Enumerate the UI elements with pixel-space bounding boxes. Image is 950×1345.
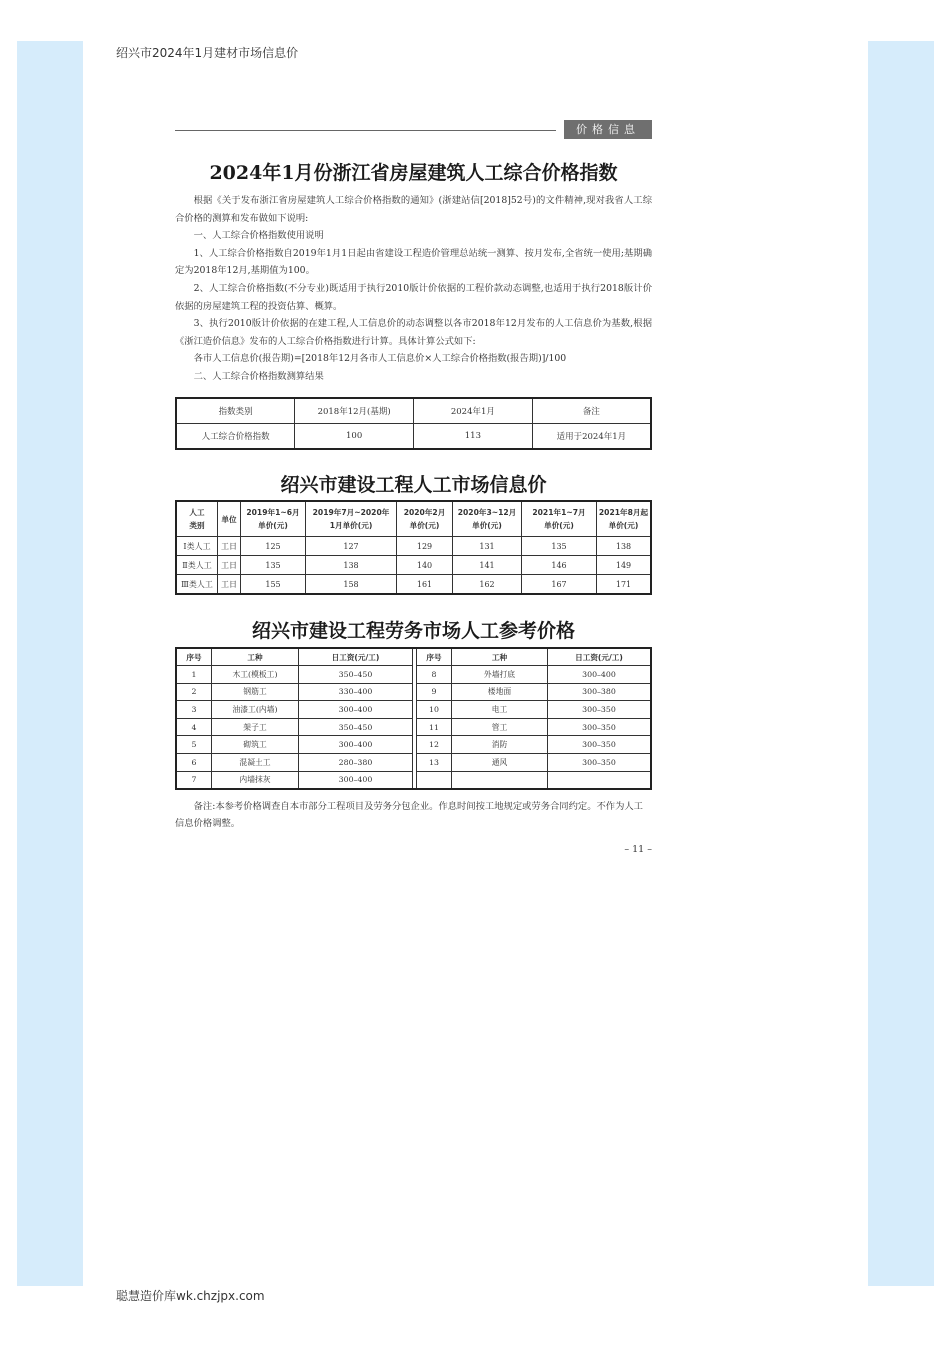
table-cell: 146: [522, 556, 597, 575]
table-cell: 155: [241, 575, 306, 595]
table-cell: 113: [414, 424, 533, 450]
table-header-cell: 日工资(元/工): [299, 648, 413, 666]
paragraph: 二、人工综合价格指数测算结果: [193, 370, 324, 382]
table-cell: 300–350: [548, 718, 652, 736]
header-line-2: 单价(元): [608, 521, 639, 530]
table-row: [176, 736, 651, 754]
table-cell: 300–400: [299, 701, 413, 719]
paragraph: 一、人工综合价格指数使用说明: [193, 230, 324, 242]
table-cell: 2: [176, 683, 212, 701]
table-cell: 350–450: [299, 718, 413, 736]
table-cell: 9: [417, 683, 452, 701]
table-cell: 油漆工(内墙): [212, 701, 299, 719]
table-header-cell: [453, 501, 522, 537]
table-cell: 适用于2024年1月: [532, 424, 651, 450]
table-cell: 3: [176, 701, 212, 719]
table-cell: 300–350: [548, 736, 652, 754]
table-cell: [548, 771, 652, 789]
footer-site-link[interactable]: 聪慧造价库wk.chzjpx.com: [116, 1289, 265, 1303]
header-line-1: 2020年2月: [403, 508, 446, 517]
header-line-1: 2020年3~12月: [457, 508, 517, 517]
table-header-cell: 日工资(元/工): [548, 648, 652, 666]
table-cell: 钢筋工: [212, 683, 299, 701]
table-cell: 砌筑工: [212, 736, 299, 754]
table-cell: [452, 771, 548, 789]
header-line-1: 2021年8月起: [598, 508, 649, 517]
table-row: [176, 666, 651, 684]
header-line-2: 类别: [189, 521, 205, 530]
table-row: [176, 556, 651, 575]
table-cell: 外墙打底: [452, 666, 548, 684]
labor-price-title: 绍兴市建设工程人工市场信息价: [280, 474, 547, 496]
table-cell: 171: [597, 575, 652, 595]
table-cell: 127: [306, 537, 397, 556]
page-number: – 11 –: [624, 844, 652, 855]
header-line-1: 2021年1~7月: [532, 508, 586, 517]
table-cell: 158: [306, 575, 397, 595]
table-cell: 330–400: [299, 683, 413, 701]
table-cell: 人工综合价格指数: [176, 424, 295, 450]
paragraph: 1、人工综合价格指数自2019年1月1日起由省建设工程造价管理总站统一测算、按月发布,全省统一使用;基期确定为2018年12月,基期值为100。: [175, 247, 652, 277]
table-cell: 140: [397, 556, 453, 575]
table-cell: 135: [522, 537, 597, 556]
paragraph: 3、执行2010版计价依据的在建工程,人工信息价的动态调整以各市2018年12月发布的人工信息价为基数,根据《浙江造价信息》发布的人工综合价格指数进行计算。具体计算公式如下:: [175, 318, 652, 347]
paragraph: 2、人工综合价格指数(不分专业)既适用于执行2010版计价依据的工程价款动态调整,也适用于执行2018版计价依据的房屋建筑工程的投资估算、概算。: [175, 282, 652, 312]
table-cell: 350–450: [299, 666, 413, 684]
table-cell: 5: [176, 736, 212, 754]
table-cell: 161: [397, 575, 453, 595]
table-cell: 280–380: [299, 753, 413, 771]
table-cell: 12: [417, 736, 452, 754]
header-line-1: 人工: [189, 508, 205, 517]
table-header-cell: 2018年12月(基期): [295, 398, 414, 424]
table-header-cell: 指数类别: [176, 398, 295, 424]
footnote-text: 备注:本参考价格调查自本市部分工程项目及劳务分包企业。作息时间按工地规定或劳务合同约定。不作为人工信息价格调整。: [175, 801, 643, 829]
table-row: [176, 424, 651, 450]
table-header-cell: [306, 501, 397, 537]
table-cell: Ⅰ类人工: [176, 537, 218, 556]
table-header-cell: 2024年1月: [414, 398, 533, 424]
table-cell: 138: [306, 556, 397, 575]
table-cell: 167: [522, 575, 597, 595]
table-cell: 300–350: [548, 701, 652, 719]
table-header-cell: [218, 501, 241, 537]
table-cell: Ⅱ类人工: [176, 556, 218, 575]
header-line-2: 单价(元): [472, 521, 502, 530]
table-header-cell: 工种: [452, 648, 548, 666]
index-title: 2024年1月份浙江省房屋建筑人工综合价格指数: [209, 162, 618, 184]
right-margin-band: [868, 41, 934, 1286]
table-cell: 架子工: [212, 718, 299, 736]
table-header-cell: 序号: [417, 648, 452, 666]
table-header-cell: [397, 501, 453, 537]
table-cell: 162: [453, 575, 522, 595]
table-cell: 149: [597, 556, 652, 575]
header-line-1: 2019年7月~2020年: [312, 508, 390, 517]
table-cell: 内墙抹灰: [212, 771, 299, 789]
table-cell: 工日: [218, 556, 241, 575]
table-header-cell: [241, 501, 306, 537]
table-header-cell: 序号: [176, 648, 212, 666]
header-line: [175, 130, 556, 131]
header-line-2: 1月单价(元): [329, 521, 373, 530]
table-row: [176, 537, 651, 556]
footnote: [175, 798, 652, 832]
table-cell: 1: [176, 666, 212, 684]
table-row: [176, 771, 651, 789]
table-header-row: [176, 648, 651, 666]
table-cell: 125: [241, 537, 306, 556]
index-table: [175, 397, 652, 450]
left-margin-band: [17, 41, 83, 1286]
table-cell: 8: [417, 666, 452, 684]
table-cell: 工日: [218, 537, 241, 556]
table-cell: 楼地面: [452, 683, 548, 701]
header-line-2: 单价(元): [544, 521, 574, 530]
table-cell: 木工(模板工): [212, 666, 299, 684]
table-cell: 100: [295, 424, 414, 450]
table-cell: 7: [176, 771, 212, 789]
table-header-row: [176, 501, 651, 537]
table-cell: 工日: [218, 575, 241, 595]
table-header-cell: 备注: [532, 398, 651, 424]
table-cell: 通风: [452, 753, 548, 771]
table-cell: 10: [417, 701, 452, 719]
table-cell: 管工: [452, 718, 548, 736]
table-header-cell: 工种: [212, 648, 299, 666]
table-cell: 300–400: [299, 771, 413, 789]
paragraph: 根据《关于发布浙江省房屋建筑人工综合价格指数的通知》(浙建站信[2018]52号)的文件精神,现对我省人工综合价格的测算和发布做如下说明:: [175, 195, 652, 224]
header-line-2: 单价(元): [258, 521, 288, 530]
reference-price-title: 绍兴市建设工程劳务市场人工参考价格: [251, 620, 575, 642]
table-cell: 138: [597, 537, 652, 556]
table-header-cell: [176, 501, 218, 537]
table-cell: 13: [417, 753, 452, 771]
table-cell: 141: [453, 556, 522, 575]
table-cell: 131: [453, 537, 522, 556]
table-row: [176, 753, 651, 771]
table-cell: 300–350: [548, 753, 652, 771]
table-cell: 混凝土工: [212, 753, 299, 771]
explanation-text: [175, 192, 652, 386]
table-cell: 6: [176, 753, 212, 771]
reference-price-table: [175, 647, 652, 790]
header-line-1: 2019年1~6月: [246, 508, 300, 517]
table-cell: 4: [176, 718, 212, 736]
table-cell: 300–400: [299, 736, 413, 754]
table-cell: 电工: [452, 701, 548, 719]
table-cell: 300–400: [548, 666, 652, 684]
section-tag: 价格信息: [564, 120, 652, 139]
table-cell: 消防: [452, 736, 548, 754]
table-header-row: [176, 398, 651, 424]
labor-price-table: [175, 500, 652, 595]
table-row: [176, 701, 651, 719]
table-row: [176, 718, 651, 736]
paragraph: 各市人工信息价(报告期)=[2018年12月各市人工信息价×人工综合价格指数(报告期)]/100: [193, 353, 567, 365]
table-row: [176, 683, 651, 701]
table-cell: 135: [241, 556, 306, 575]
table-header-cell: [522, 501, 597, 537]
table-cell: 11: [417, 718, 452, 736]
table-cell: 129: [397, 537, 453, 556]
header-line-2: 单价(元): [409, 521, 440, 530]
section-header-rule: [175, 120, 652, 138]
table-cell: 300–380: [548, 683, 652, 701]
table-cell: Ⅲ类人工: [176, 575, 218, 595]
header-line-1: 单位: [221, 514, 237, 524]
table-row: [176, 575, 651, 595]
table-header-cell: [597, 501, 652, 537]
table-cell: [417, 771, 452, 789]
document-header: 绍兴市2024年1月建材市场信息价: [116, 46, 299, 60]
